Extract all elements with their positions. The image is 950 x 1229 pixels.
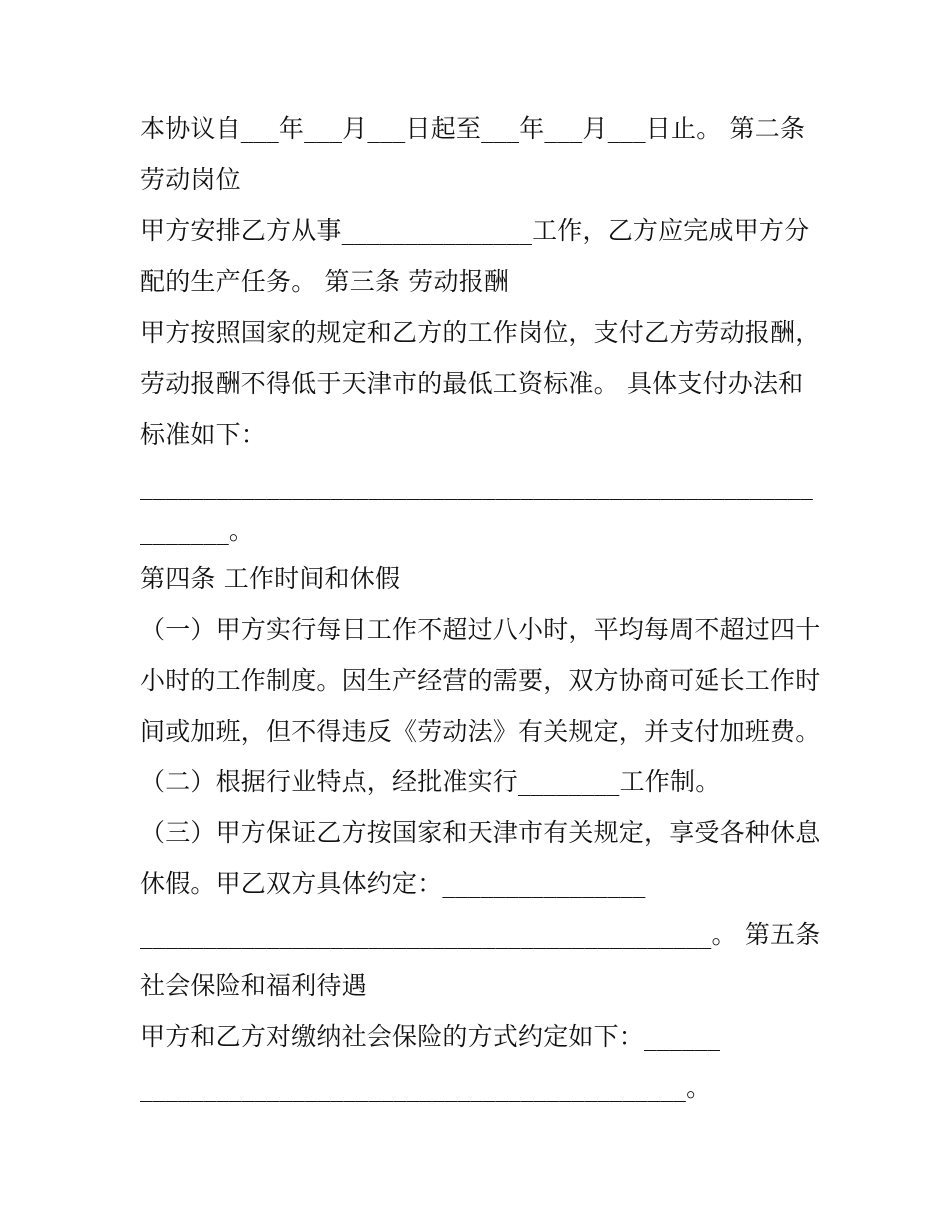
text-line: （二）根据行业特点，经批准实行________工作制。 [140,767,721,796]
text-line: ___________________________________________。 [140,1073,712,1102]
text-line: 甲方和乙方对缴纳社会保险的方式约定如下：______ [140,1022,721,1051]
text-line: 小时的工作制度。因生产经营的需要，双方协商可延长工作时 [140,666,821,695]
section-heading: 社会保险和福利待遇 [140,971,367,1000]
text-line: 甲方安排乙方从事_______________工作，乙方应完成甲方分 [140,216,810,245]
text-line: 休假。甲乙双方具体约定：________________ [140,869,646,898]
text-line: _______。 [140,516,255,545]
text-line: 标准如下： [140,420,267,449]
text-line: 劳动报酬不得低于天津市的最低工资标准。 具体支付办法和 [140,369,804,398]
text-line: 本协议自___年___月___日起至___年___月___日止。 第二条 [140,114,806,143]
text-line: _____________________________________________。 第五条 [140,920,821,949]
text-line: 间或加班，但不得违反《劳动法》有关规定，并支付加班费。 [140,717,821,746]
section-heading: 第四条 工作时间和休假 [140,564,401,593]
text-line: 甲方按照国家的规定和乙方的工作岗位，支付乙方劳动报酬， [140,318,821,347]
text-line: 劳动岗位 [140,165,241,194]
text-line: _____________________________________________________ [140,471,814,500]
text-line: 配的生产任务。 第三条 劳动报酬 [140,267,510,296]
text-line: （一）甲方实行每日工作不超过八小时，平均每周不超过四十 [140,615,821,644]
text-line: （三）甲方保证乙方按国家和天津市有关规定，享受各种休息 [140,818,821,847]
